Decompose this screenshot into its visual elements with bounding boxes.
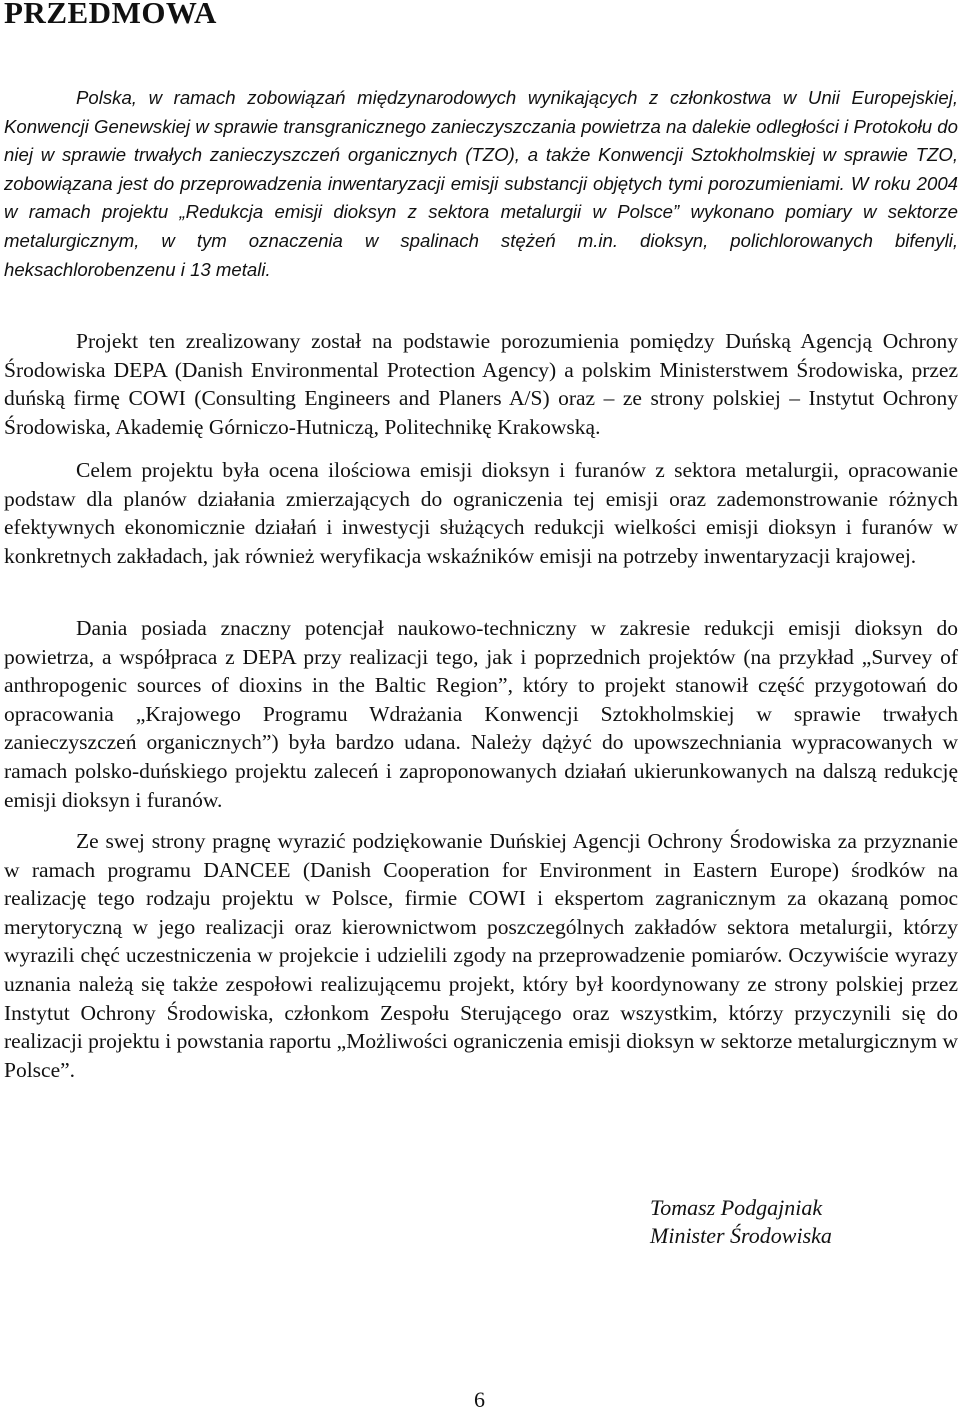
signature-name: Tomasz Podgajniak (650, 1195, 823, 1220)
paragraph-cooperation: Dania posiada znaczny potencjał naukowo-techniczny w zakresie redukcji emisji dioksyn do powietrza, a współpraca z DEPA przy realizacji tego, jak i poprzednich projektów (na przykład „Survey of anthropogenic sources of dioxins in the Baltic Region”, który to projekt stanowił część przygotowań do opracowania „Krajowego Programu Wdrażania Konwencji Sztokholmskiej w sprawie trwałych zanieczyszczeń organicznych”) była bardzo udana. Należy dążyć do upowszechniania wypracowanych w ramach polsko-duńskiego projektu zaleceń i zaproponowanych działań ukierunkowanych na dalszą redukcję emisji dioksyn i furanów. (4, 616, 958, 812)
page-title: PRZEDMOWA (4, 0, 217, 30)
paragraph-acknowledgements: Ze swej strony pragnę wyrazić podziękowanie Duńskiej Agencji Ochrony Środowiska za przyznanie w ramach programu DANCEE (Danish Cooperation for Environment in Eastern Europe) środków na realizację tego rodzaju projektu w Polsce, firmie COWI i ekspertom zagranicznym za okazaną pomoc merytoryczną w jego realizacji oraz kierownictwom poszczególnych zakładów sektora metalurgii, którzy wyrazili chęć uczestniczenia w projekcie i udzielili zgody na przeprowadzenie pomiarów. Oczywiście wyrazy uznania należą się także zespołowi realizującemu projekt, który był koordynowany ze strony polskiej przez Instytut Ochrony Środowiska, członkom Zespołu Sterującego oraz wszystkim, którzy przyczynili się do realizacji projektu i powstania raportu „Możliwości ograniczenia emisji dioksyn w sektorze metalurgicznym w Polsce”. (4, 829, 958, 1082)
signature-position: Minister Środowiska (650, 1223, 832, 1248)
signature-block (650, 1194, 832, 1250)
paragraph-project-basis: Projekt ten zrealizowany został na podstawie porozumienia pomiędzy Duńską Agencją Ochrony Środowiska DEPA (Danish Environmental Protection Agency) a polskim Ministerstwem Środowiska, przez duńską firmę COWI (Consulting Engineers and Planers A/S) oraz – ze strony polskiej – Instytut Ochrony Środowiska, Akademię Górniczo-Hutniczą, Politechnikę Krakowską. (4, 329, 958, 439)
paragraph-project-goal: Celem projektu była ocena ilościowa emisji dioksyn i furanów z sektora metalurgii, opracowanie podstaw dla planów działania zmierzających do ograniczenia tej emisji oraz zademonstrowanie różnych efektywnych ekonomicznie działań i inwestycji służących redukcji wielkości emisji dioksyn i furanów w konkretnych zakładach, jak również weryfikacja wskaźników emisji na potrzeby inwentaryzacji krajowej. (4, 458, 958, 568)
paragraph-intro: Polska, w ramach zobowiązań międzynarodowych wynikających z członkostwa w Unii Europejskiej, Konwencji Genewskiej w sprawie transgranicznego zanieczyszczania powietrza na dalekie odległości i Protokołu do niej w sprawie trwałych zanieczyszczeń organicznych (TZO), a także Konwencji Sztokholmskiej w sprawie TZO, zobowiązana jest do przeprowadzenia inwentaryzacji emisji substancji objętych tymi porozumieniami. W roku 2004 w ramach projektu „Redukcja emisji dioksyn z sektora metalurgii w Polsce” wykonano pomiary w sektorze metalurgicznym, w tym oznaczenia w spalinach stężeń m.in. dioksyn, polichlorowanych bifenyli, heksachlorobenzenu i 13 metali. (4, 87, 958, 280)
page-number: 6 (474, 1387, 485, 1412)
